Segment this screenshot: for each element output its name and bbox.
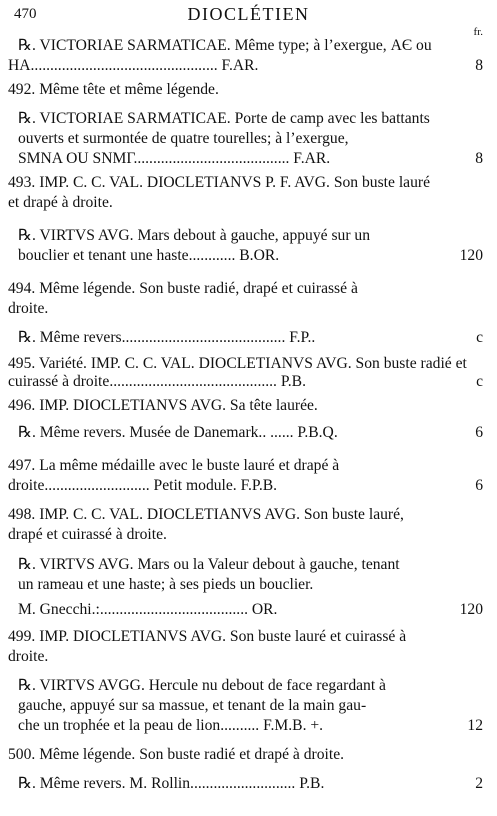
- line-text: et drapé à droite.: [8, 194, 113, 211]
- page-header: [14, 4, 483, 38]
- price-value: 120: [459, 247, 483, 264]
- catalogue-line: [0, 555, 497, 575]
- catalogue-line: [0, 647, 497, 667]
- catalogue-line: [0, 193, 497, 213]
- line-text: ℞. VIRTVS AVG. Mars debout à gauche, appuyé sur un: [18, 227, 371, 244]
- catalogue-line: [0, 246, 497, 266]
- catalogue-line: [0, 149, 497, 169]
- page-number: 470: [14, 6, 37, 22]
- catalogue-line: [0, 328, 497, 348]
- catalogue-line: [0, 774, 497, 794]
- line-text: ℞. VICTORIAE SARMATICAE. Porte de camp avec les battants: [18, 110, 430, 127]
- catalogue-line: [0, 173, 497, 193]
- catalogue-line: [0, 279, 497, 299]
- catalogue-line: [0, 36, 497, 56]
- price-value: 8: [475, 150, 483, 167]
- catalogue-line: [0, 396, 497, 416]
- catalogue-line: [0, 56, 497, 76]
- line-text: droite.: [8, 648, 49, 665]
- line-text: 499. IMP. DIOCLETIANVS AVG. Son buste lauré et cuirassé à: [8, 628, 407, 645]
- catalogue-line: [0, 456, 497, 476]
- price-value: 8: [475, 57, 483, 74]
- line-text: HA................................................ F.AR.: [8, 57, 259, 74]
- price-value: 6: [475, 477, 483, 494]
- catalogue-line: [0, 627, 497, 647]
- catalogue-line: [0, 372, 497, 392]
- line-text: drapé et cuirassé à droite.: [8, 526, 167, 543]
- catalogue-line: [0, 476, 497, 496]
- catalogue-line: [0, 129, 497, 149]
- price-value: c: [476, 373, 483, 390]
- catalogue-line: [0, 423, 497, 443]
- price-value: 12: [467, 717, 483, 734]
- line-text: gauche, appuyé sur sa massue, et tenant de la main gau-: [18, 697, 367, 714]
- line-text: ℞. VIRTVS AVG. Mars ou la Valeur debout à gauche, tenant: [18, 556, 400, 573]
- line-text: ℞. Même revers.......................................... F.P..: [18, 329, 316, 346]
- line-text: ouverts et surmontée de quatre tourelles; à l’exergue,: [18, 130, 349, 147]
- line-text: M. Gnecchi.:...................................... OR.: [18, 601, 278, 618]
- catalogue-line: [0, 80, 497, 100]
- catalogue-line: [0, 745, 497, 765]
- line-text: ℞. VICTORIAE SARMATICAE. Même type; à l’exergue, ΑЄ ou: [18, 37, 432, 54]
- line-text: 497. La même médaille avec le buste lauré et drapé à: [8, 457, 340, 474]
- line-text: che un trophée et la peau de lion.......... F.M.B. +.: [18, 717, 324, 734]
- line-text: ℞. Même revers. M. Rollin........................... P.B.: [18, 775, 325, 792]
- catalogue-line: [0, 696, 497, 716]
- line-text: 496. IMP. DIOCLETIANVS AVG. Sa tête laurée.: [8, 397, 318, 414]
- line-text: 494. Même légende. Son buste radié, drapé et cuirassé à: [8, 280, 358, 297]
- line-text: 498. IMP. C. C. VAL. DIOCLETIANVS AVG. Son buste lauré,: [8, 506, 404, 523]
- price-value: 2: [475, 775, 483, 792]
- line-text: ℞. Même revers. Musée de Danemark.. ...... P.B.Q.: [18, 424, 338, 441]
- catalogue-line: [0, 716, 497, 736]
- catalogue-line: [0, 505, 497, 525]
- price-value: 120: [459, 601, 483, 618]
- line-text: 492. Même tête et même légende.: [8, 81, 219, 98]
- catalogue-line: [0, 575, 497, 595]
- line-text: bouclier et tenant une haste............ B.OR.: [18, 247, 280, 264]
- line-text: cuirassé à droite........................................... P.B.: [8, 373, 306, 390]
- line-text: 493. IMP. C. C. VAL. DIOCLETIANVS P. F. AVG. Son buste lauré: [8, 174, 430, 191]
- price-value: c: [476, 329, 483, 346]
- line-text: SMNA OU SNMΓ........................................ F.AR.: [18, 150, 331, 167]
- catalogue-line: [0, 226, 497, 246]
- catalogue-line: [0, 676, 497, 696]
- line-text: 500. Même légende. Son buste radié et drapé à droite.: [8, 746, 345, 763]
- catalogue-line: [0, 354, 497, 374]
- line-text: un rameau et une haste; à ses pieds un bouclier.: [18, 576, 314, 593]
- line-text: 495. Variété. IMP. C. C. VAL. DIOCLETIANVS AVG. Son buste radié et: [8, 355, 467, 372]
- price-value: 6: [475, 424, 483, 441]
- running-title: DIOCLÉTIEN: [187, 4, 310, 24]
- catalogue-line: [0, 109, 497, 129]
- catalogue-line: [0, 299, 497, 319]
- currency-unit-label: fr.: [473, 26, 483, 38]
- catalogue-line: [0, 525, 497, 545]
- line-text: droite........................... Petit module. F.P.B.: [8, 477, 278, 494]
- line-text: droite.: [8, 300, 49, 317]
- line-text: ℞. VIRTVS AVGG. Hercule nu debout de face regardant à: [18, 677, 386, 694]
- catalogue-line: [0, 600, 497, 620]
